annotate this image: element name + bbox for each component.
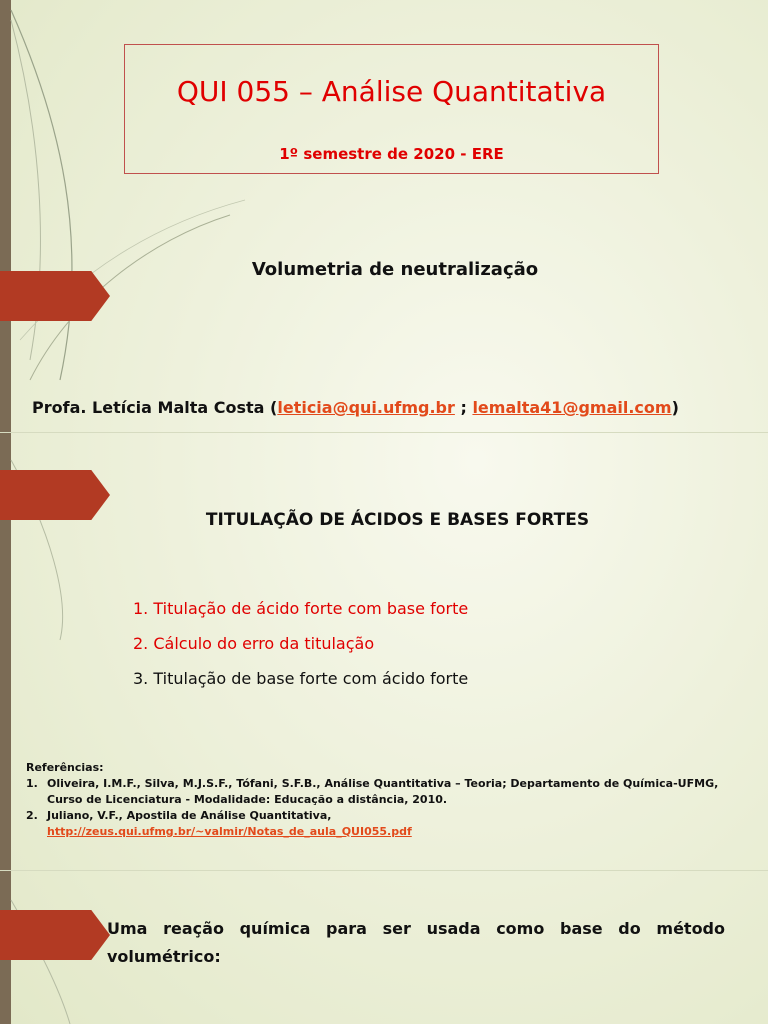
slide-divider	[0, 432, 768, 433]
reference-link[interactable]: http://zeus.qui.ufmg.br/~valmir/Notas_de_aula_QUI055.pdf	[47, 825, 412, 838]
arrow-tab-marker	[0, 910, 110, 960]
next-slide-intro	[107, 915, 725, 971]
topics-list	[133, 597, 468, 702]
topic-item-3: 3. Titulação de base forte com ácido forte	[133, 669, 469, 688]
intro-line-1: Uma reação química para ser usada como base do método	[107, 919, 725, 938]
lecture-topic: Volumetria de neutralização	[251, 259, 539, 280]
intro-line-2: volumétrico:	[107, 947, 221, 966]
references-heading: Referências:	[26, 761, 104, 774]
reference-number: 2.	[26, 809, 38, 822]
email-link-primary[interactable]: leticia@qui.ufmg.br	[277, 398, 455, 417]
email-link-secondary[interactable]: lemalta41@gmail.com	[472, 398, 672, 417]
reference-item	[26, 776, 756, 808]
title-box	[124, 44, 659, 174]
email-separator: ;	[454, 398, 473, 417]
course-title: QUI 055 – Análise Quantitativa	[176, 75, 607, 108]
reference-text: Juliano, V.F., Apostila de Análise Quantitativa,	[47, 809, 332, 822]
semester-subtitle: 1º semestre de 2020 - ERE	[279, 145, 504, 163]
reference-text: Oliveira, I.M.F., Silva, M.J.S.F., Tófani, S.F.B., Análise Quantitativa – Teoria; Departamento de Química-UFMG, Curso de Licenciatura - Modalidade: Educação a distância, 2010.	[47, 777, 719, 806]
section-heading: TITULAÇÃO DE ÁCIDOS E BASES FORTES	[205, 510, 590, 530]
references	[26, 760, 756, 840]
closing-paren: )	[671, 398, 679, 417]
reference-text-wrapper	[47, 808, 756, 840]
professor-name: Profa. Letícia Malta Costa (	[32, 398, 278, 417]
topic-item-2: 2. Cálculo do erro da titulação	[133, 634, 375, 653]
professor-line	[32, 398, 679, 417]
reference-number: 1.	[26, 777, 38, 790]
reference-item	[26, 808, 756, 840]
topic-item-1: 1. Titulação de ácido forte com base forte	[133, 599, 469, 618]
slide-divider	[0, 870, 768, 871]
